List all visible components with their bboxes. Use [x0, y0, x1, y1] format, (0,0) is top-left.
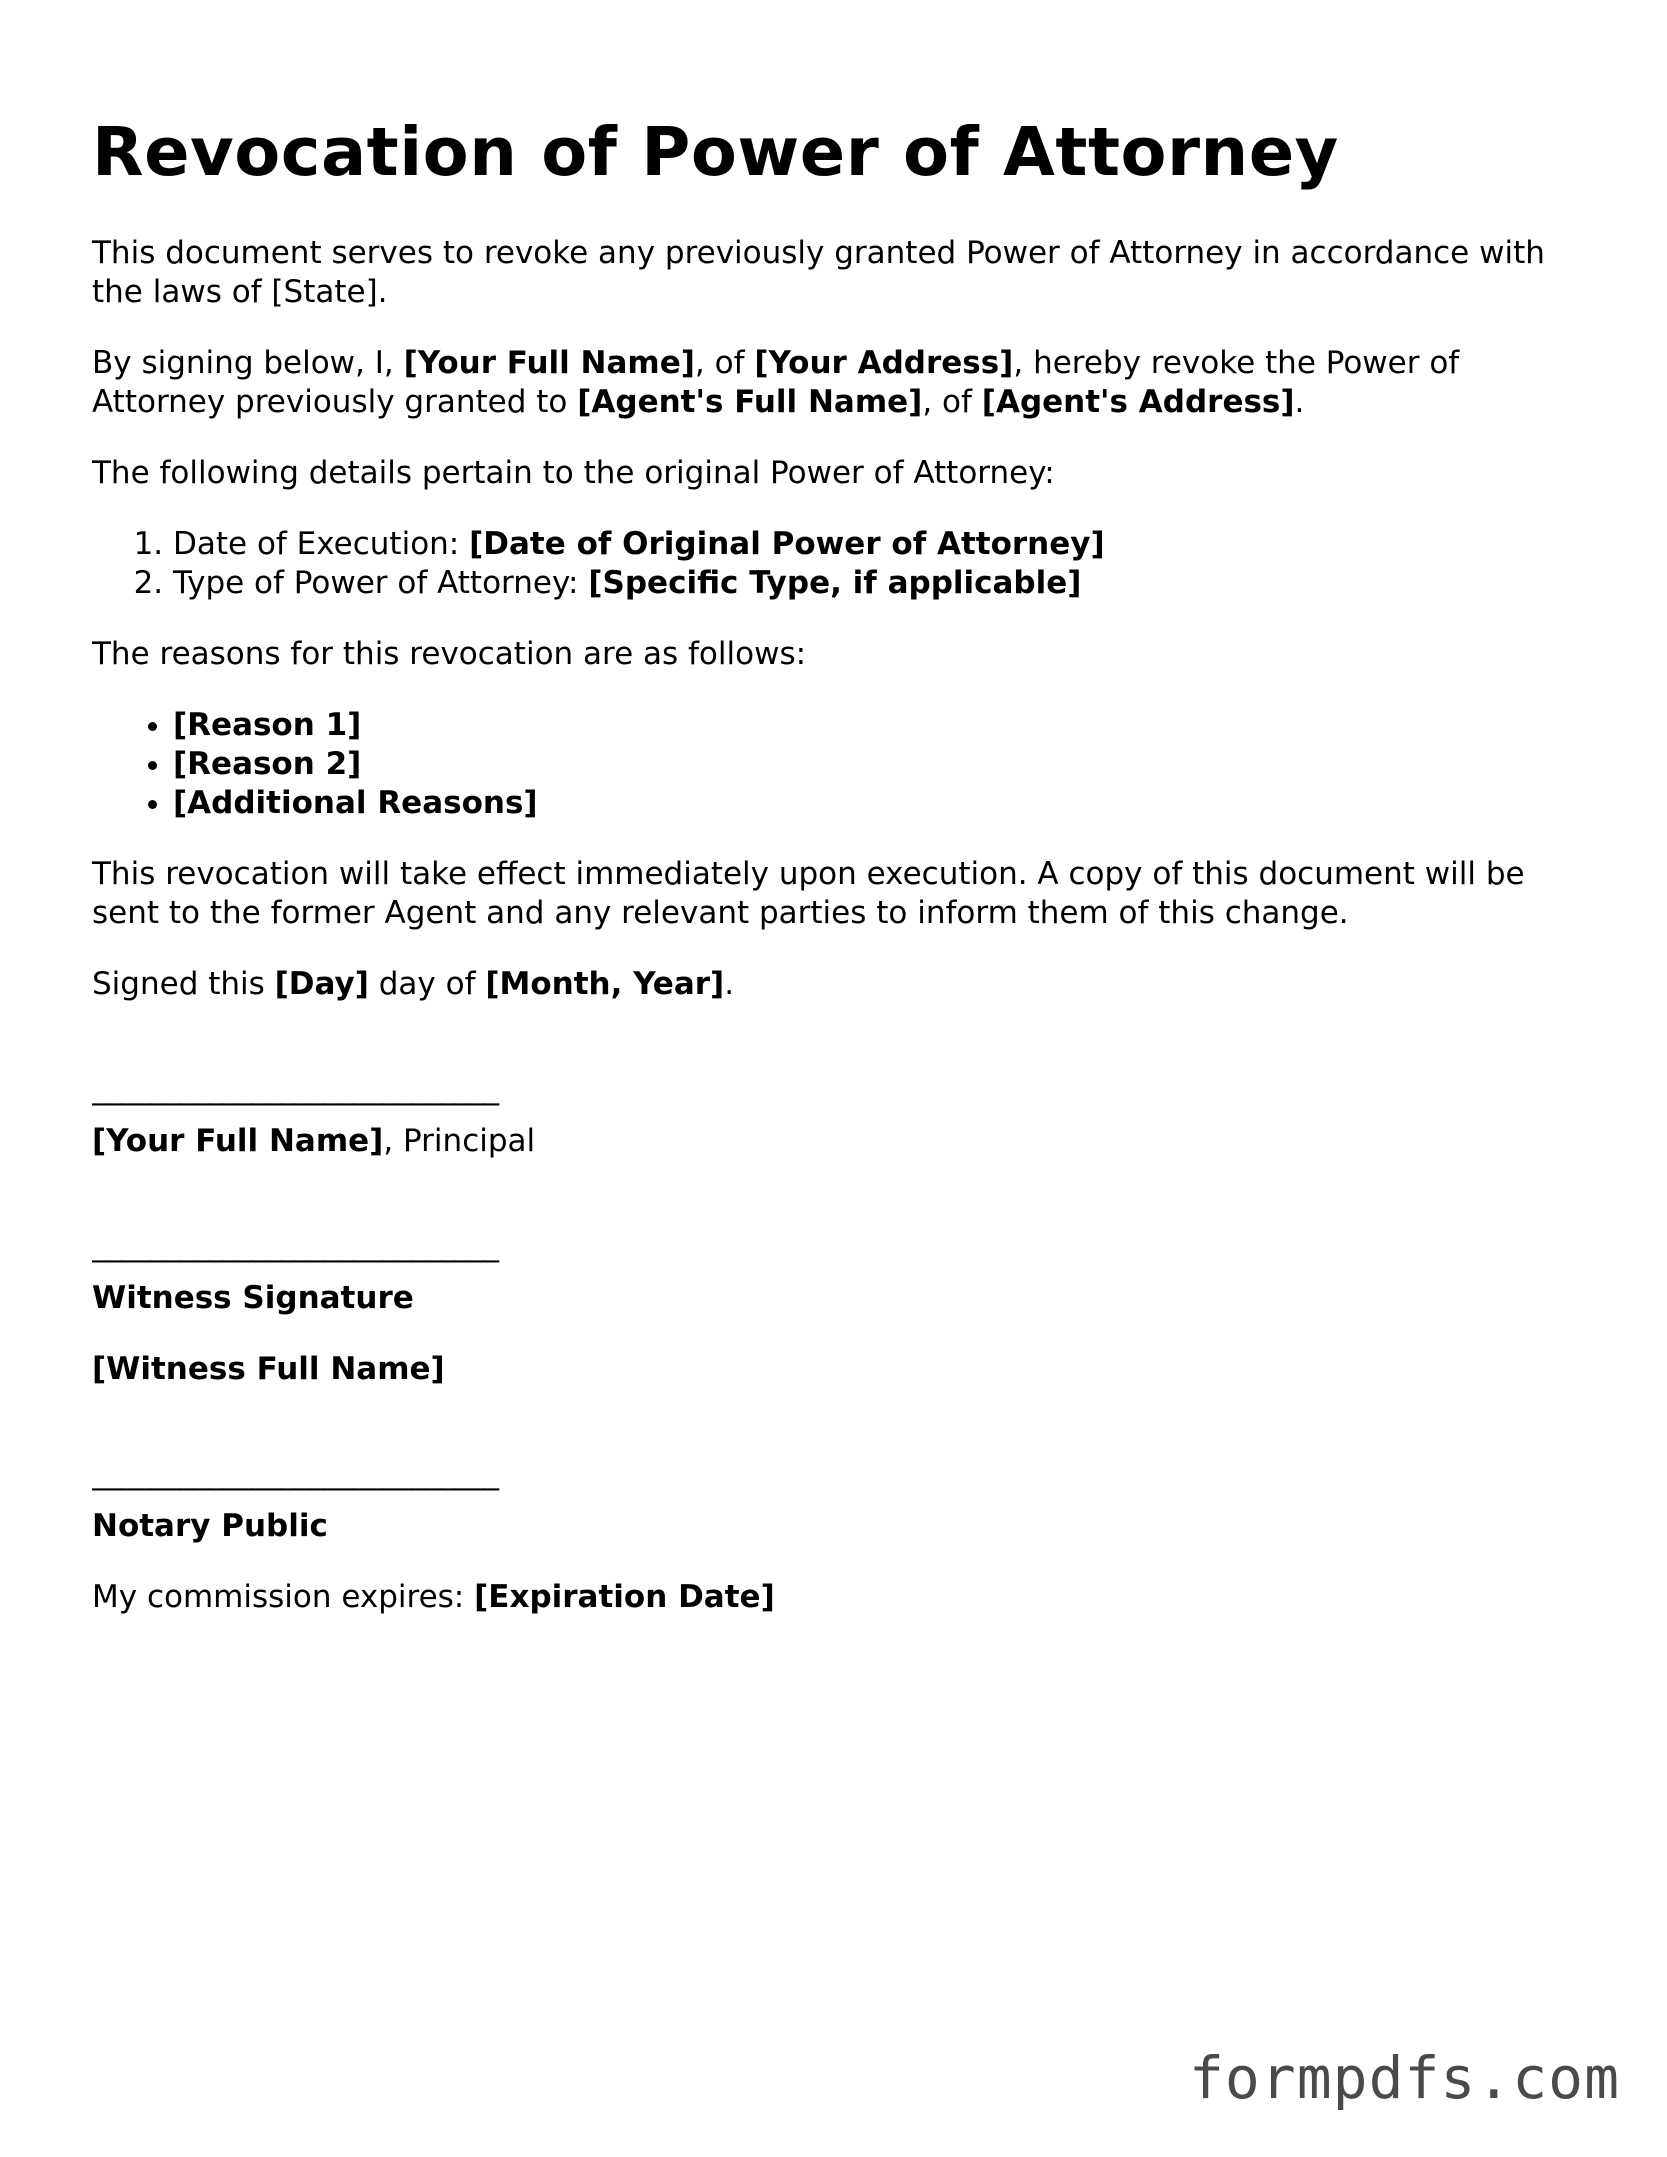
- signed-text-2: day of: [368, 966, 486, 1002]
- notary-signature-line: ____________________________: [92, 1455, 498, 1491]
- signed-text-1: Signed this: [92, 966, 275, 1002]
- revoke-text-3: , hereby revoke the Power of Attorney previously granted to: [92, 345, 1460, 420]
- intro-paragraph: This document serves to revoke any previously granted Power of Attorney in accordance with the laws of [State].: [92, 235, 1545, 310]
- reason-item: [173, 706, 1572, 745]
- signed-statement: [92, 965, 1572, 1004]
- principal-signature-line: ____________________________: [92, 1070, 498, 1106]
- notary-commission: [92, 1578, 1572, 1617]
- effect-statement: This revocation will take effect immediately upon execution. A copy of this document will be sent to the former Agent and any relevant parties to inform them of this change.: [92, 856, 1525, 931]
- witness-signature-label: [92, 1279, 1572, 1318]
- month-year-placeholder: [Month, Year]: [485, 966, 725, 1002]
- principal-sig-suffix: , Principal: [383, 1123, 536, 1159]
- details-heading: The following details pertain to the original Power of Attorney:: [92, 455, 1055, 491]
- revoke-text-4: , of: [922, 384, 982, 420]
- detail-label: Date of Execution:: [173, 526, 470, 562]
- reasons-list: [92, 706, 1572, 823]
- notary-label-text: Notary Public: [92, 1508, 328, 1544]
- document-content: [92, 112, 1572, 1649]
- witness-signature-line: ____________________________: [92, 1227, 498, 1263]
- signed-text-3: .: [724, 966, 735, 1002]
- reasons-heading: The reasons for this revocation are as follows:: [92, 636, 807, 672]
- spacer: [92, 1036, 1572, 1069]
- watermark: formpdfs.com: [1188, 2044, 1620, 2112]
- reason-text: [Additional Reasons]: [173, 785, 538, 821]
- notary-label: [92, 1507, 1572, 1546]
- witness-name: [92, 1350, 1572, 1389]
- detail-value: [Specific Type, if applicable]: [588, 565, 1082, 601]
- principal-name-placeholder: [Your Full Name]: [403, 345, 695, 381]
- principal-address-placeholder: [Your Address]: [754, 345, 1014, 381]
- detail-value: [Date of Original Power of Attorney]: [469, 526, 1105, 562]
- reason-text: [Reason 2]: [173, 746, 362, 782]
- day-placeholder: [Day]: [274, 966, 369, 1002]
- detail-label: Type of Power of Attorney:: [173, 565, 589, 601]
- spacer: [92, 1193, 1572, 1226]
- spacer: [92, 1421, 1572, 1454]
- revoke-text-5: .: [1294, 384, 1305, 420]
- witness-label-text: Witness Signature: [92, 1280, 414, 1316]
- revoke-text-1: By signing below, I,: [92, 345, 404, 381]
- reason-text: [Reason 1]: [173, 707, 362, 743]
- revoke-text-2: , of: [694, 345, 755, 381]
- details-list-item: [173, 525, 1572, 564]
- commission-prefix: My commission expires:: [92, 1579, 475, 1615]
- document-title: Revocation of Power of Attorney: [92, 113, 1339, 191]
- reason-item: [173, 745, 1572, 784]
- principal-sig-name: [Your Full Name]: [92, 1123, 384, 1159]
- revoke-statement: [92, 344, 1572, 422]
- witness-name-text: [Witness Full Name]: [92, 1351, 445, 1387]
- expiration-placeholder: [Expiration Date]: [474, 1579, 775, 1615]
- agent-name-placeholder: [Agent's Full Name]: [577, 384, 923, 420]
- reason-item: [173, 784, 1572, 823]
- principal-signature-caption: [92, 1122, 1572, 1161]
- agent-address-placeholder: [Agent's Address]: [981, 384, 1295, 420]
- details-list-item: [173, 564, 1572, 603]
- details-list: [92, 525, 1572, 603]
